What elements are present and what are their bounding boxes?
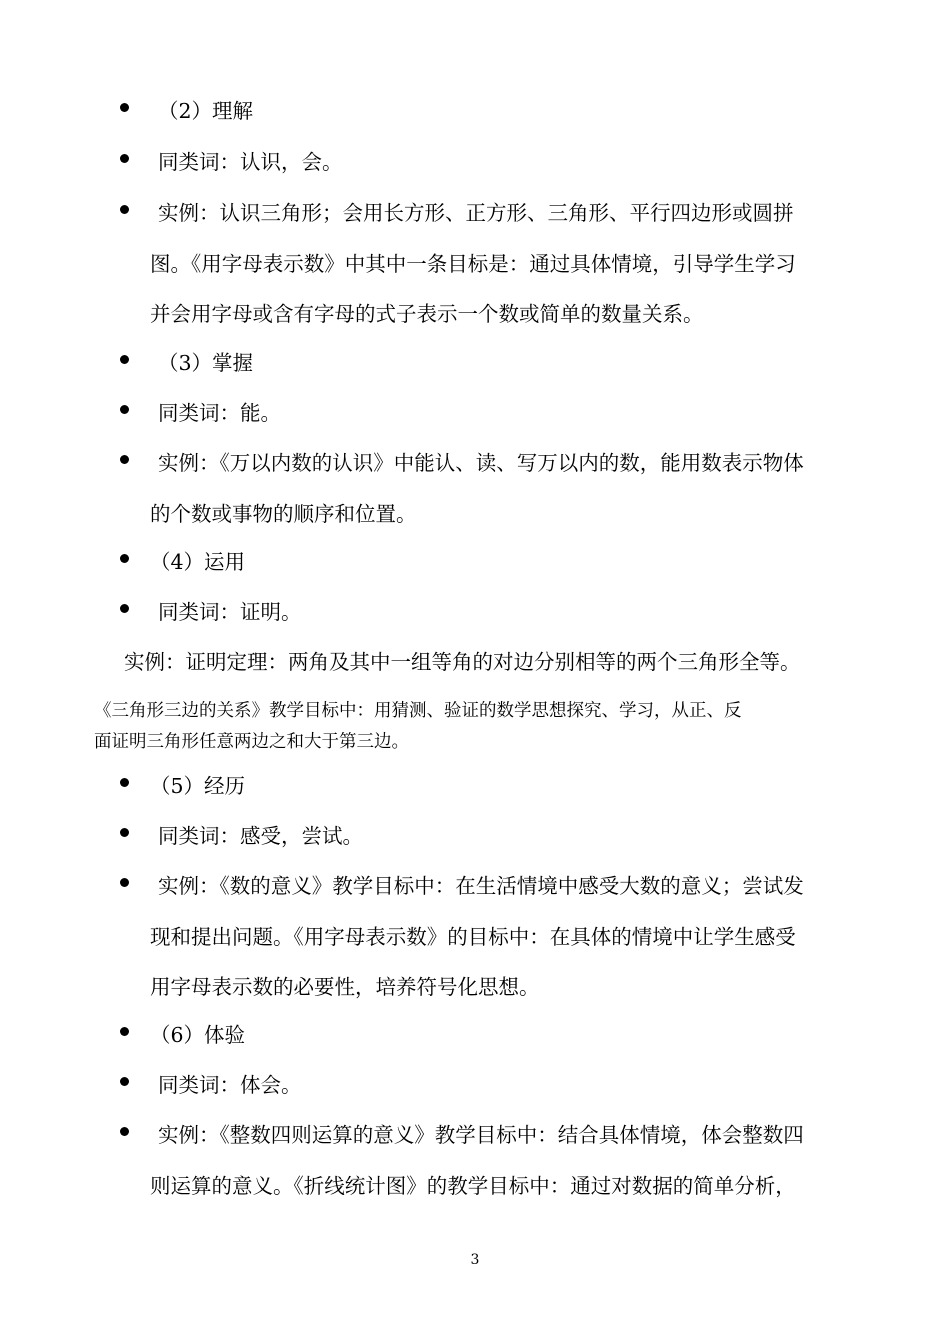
example-line: 实例：《万以内数的认识》中能认、读、写万以内的数，能用数表示物体	[158, 451, 804, 475]
synonym-line: 同类词：能。	[158, 401, 281, 425]
example-paragraph-small: 《三角形三边的关系》教学目标中：用猜测、验证的数学思想探究、学习，从正、反	[94, 701, 742, 721]
example-line: 实例：《整数四则运算的意义》教学目标中：结合具体情境，体会整数四	[158, 1123, 804, 1147]
bullet-icon	[120, 554, 129, 563]
bullet-icon	[120, 778, 129, 787]
bullet-icon	[120, 1127, 129, 1136]
bullet-icon	[120, 1027, 129, 1036]
bullet-icon	[120, 205, 129, 214]
example-line: 实例：《数的意义》教学目标中：在生活情境中感受大数的意义；尝试发	[158, 874, 804, 898]
bullet-icon	[120, 1077, 129, 1086]
synonym-line: 同类词：证明。	[158, 600, 302, 624]
section-heading-feel: （6）体验	[150, 1023, 246, 1047]
page-number: 3	[470, 1252, 480, 1268]
example-continuation: 则运算的意义。《折线统计图》的教学目标中：通过对数据的简单分析，	[150, 1174, 796, 1198]
synonym-line: 同类词：认识，会。	[158, 150, 343, 174]
example-line: 实例：认识三角形；会用长方形、正方形、三角形、平行四边形或圆拼	[158, 201, 794, 225]
section-heading-master: （3）掌握	[158, 351, 254, 375]
example-continuation: 的个数或事物的顺序和位置。	[150, 502, 417, 526]
synonym-line: 同类词：感受，尝试。	[158, 824, 363, 848]
bullet-icon	[120, 878, 129, 887]
bullet-icon	[120, 103, 129, 112]
section-heading-apply: （4）运用	[150, 550, 246, 574]
bullet-icon	[120, 828, 129, 837]
bullet-icon	[120, 455, 129, 464]
example-continuation: 并会用字母或含有字母的式子表示一个数或简单的数量关系。	[150, 302, 704, 326]
bullet-icon	[120, 405, 129, 414]
example-paragraph-small: 面证明三角形任意两边之和大于第三边。	[94, 732, 409, 752]
example-continuation: 图。《用字母表示数》中其中一条目标是：通过具体情境，引导学生学习	[150, 252, 796, 276]
example-continuation: 用字母表示数的必要性，培养符号化思想。	[150, 975, 540, 999]
section-heading-understand: （2）理解	[158, 99, 254, 123]
section-heading-experience: （5）经历	[150, 774, 246, 798]
example-paragraph: 实例：证明定理：两角及其中一组等角的对边分别相等的两个三角形全等。	[124, 650, 801, 674]
synonym-line: 同类词：体会。	[158, 1073, 302, 1097]
bullet-icon	[120, 154, 129, 163]
bullet-icon	[120, 604, 129, 613]
bullet-icon	[120, 355, 129, 364]
example-continuation: 现和提出问题。《用字母表示数》的目标中：在具体的情境中让学生感受	[150, 925, 796, 949]
